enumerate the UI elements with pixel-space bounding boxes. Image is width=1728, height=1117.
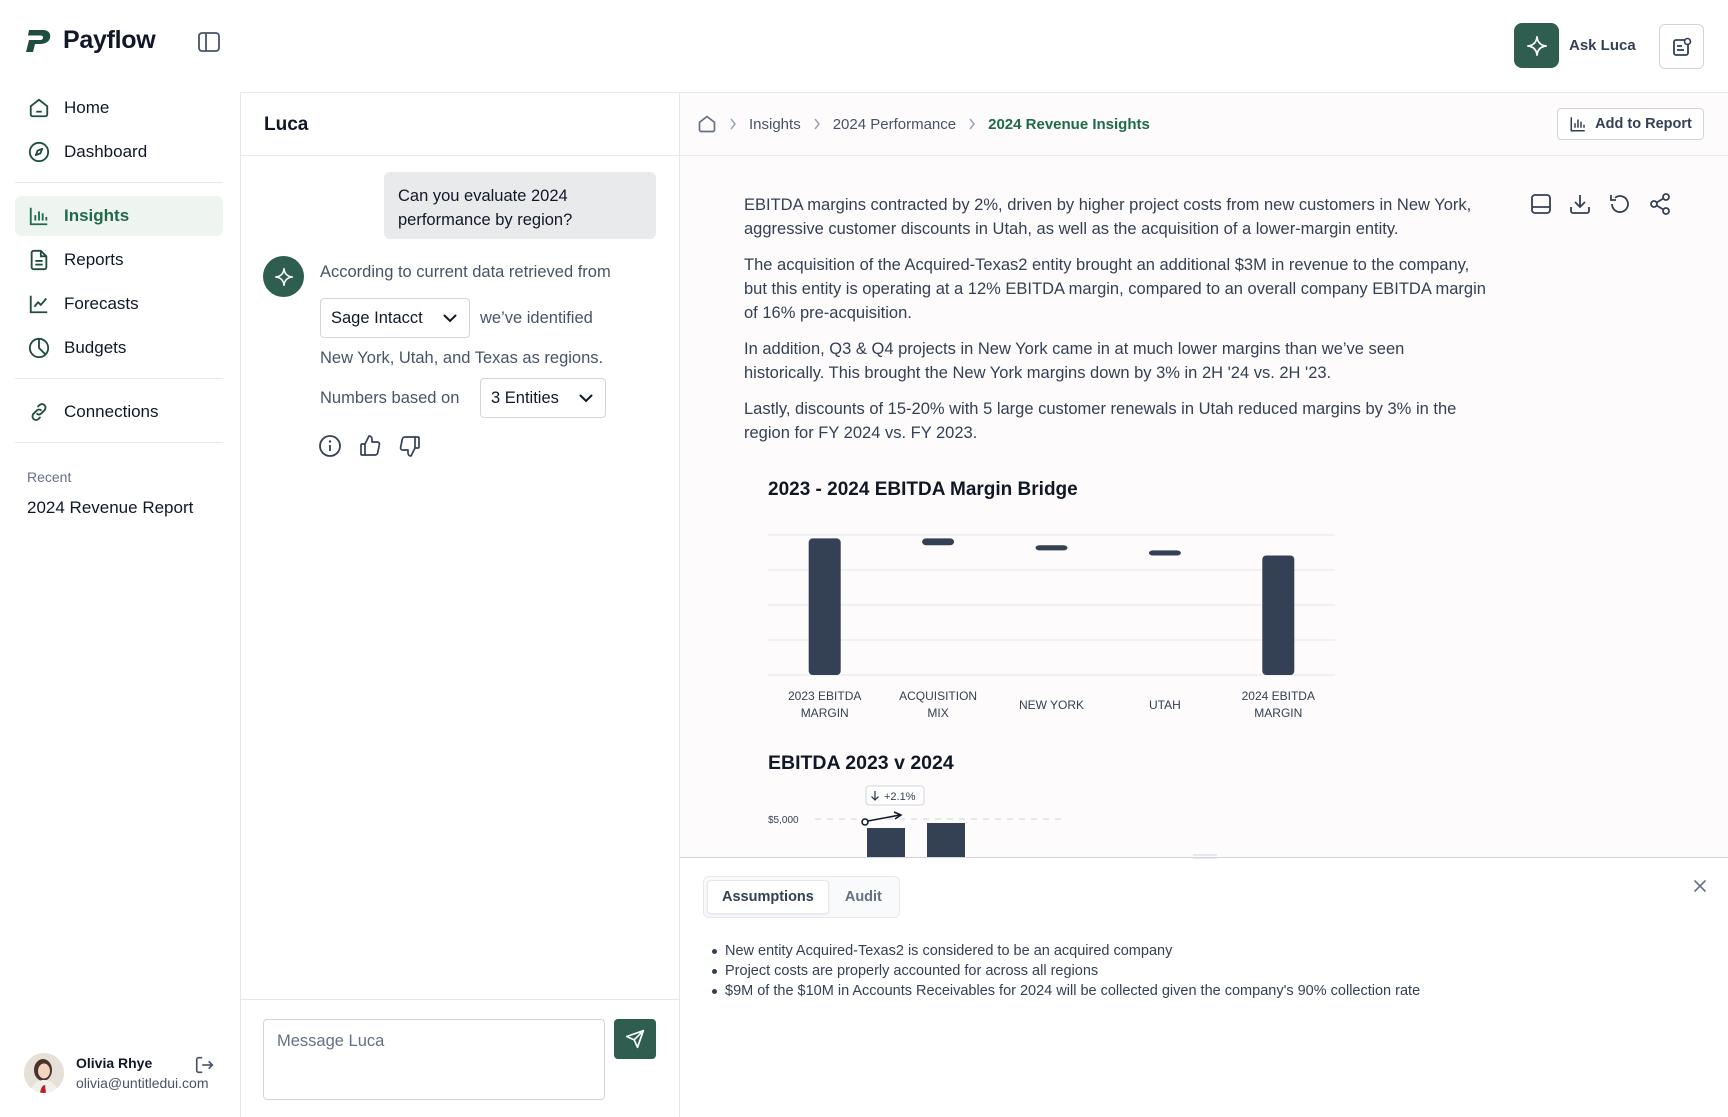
change-start-marker [862,819,868,825]
x-tick-label: MIX [927,706,949,720]
sparkle-icon [1514,23,1559,68]
chat-title: Luca [264,114,309,135]
breadcrumb-divider [680,155,1728,156]
bar-chart-icon [28,205,50,227]
bar-new-york [1036,545,1068,550]
chevron-down-icon [579,394,593,403]
sidebar-divider [15,378,223,379]
sparkle-icon [274,267,294,287]
x-tick-label: NEW YORK [1018,698,1085,712]
add-to-report-button[interactable] [1557,108,1704,140]
change-annotation: +2.1% [884,791,916,803]
list-item: $9M of the $10M in Accounts Receivables for 2024 will be collected given the company's 90% collection rate [712,981,1432,1001]
add-to-report-label: Add to Report [1595,116,1692,132]
avatar[interactable] [24,1053,64,1093]
x-tick-label: 2023 EBITDA [788,689,862,703]
ask-luca-button[interactable] [1514,23,1636,68]
close-icon[interactable] [1690,876,1710,896]
sidebar-item-dashboard[interactable] [15,132,223,172]
source-select[interactable] [320,298,470,338]
chevron-right-icon [813,118,821,130]
app-logo[interactable] [23,26,155,55]
document-icon [28,249,50,271]
sidebar-item-label: Reports [64,250,124,269]
app-name: Payflow [63,26,156,54]
avatar-portrait-icon [24,1053,64,1093]
message-input[interactable] [263,1019,605,1100]
logout-button[interactable] [194,1054,216,1076]
info-icon[interactable] [318,434,342,458]
assumptions-list [712,941,1432,1001]
download-icon[interactable] [1568,192,1592,216]
breadcrumb-insights[interactable]: Insights [749,115,801,133]
notes-button[interactable] [1659,24,1704,69]
send-icon [625,1029,645,1049]
sidebar-divider [15,182,223,183]
bar-chart-icon [1569,115,1587,133]
sidebar-item-insights[interactable] [15,196,223,236]
sidebar-item-home[interactable] [15,88,223,128]
sidebar-item-label: Insights [64,206,130,225]
chevron-down-icon [443,314,457,323]
list-item: Project costs are properly accounted for across all regions [712,961,1432,981]
ebitda-margin-bridge-chart [760,515,1340,725]
trend-line-icon [28,293,50,315]
insight-paragraph: In addition, Q3 & Q4 projects in New York came in at much lower margins than we’ve seen historically. This brought the New York margins down by 3% in 2H '24 vs. 2H '23. [744,340,1405,382]
bar-2024-ebitda-margin [1262,555,1294,675]
chevron-right-icon [729,118,737,130]
user-message-bubble: Can you evaluate 2024 performance by region? [384,172,656,239]
reply-regions-text: New York, Utah, and Texas as regions. [320,349,604,367]
composer-divider [241,999,679,1000]
chevron-right-icon [968,118,976,130]
home-icon [28,97,50,119]
ask-luca-label: Ask Luca [1569,37,1636,54]
entities-select-value: 3 Entities [491,388,559,407]
chat-title-divider [241,155,679,156]
home-icon[interactable] [697,114,717,134]
x-tick-label: ACQUISITION [899,689,978,703]
link-icon [28,401,50,423]
sidebar-toggle-icon [198,32,220,52]
recent-heading: Recent [27,469,72,485]
chart-title: 2023 - 2024 EBITDA Margin Bridge [768,479,1078,500]
breadcrumb-2024-performance[interactable]: 2024 Performance [832,115,957,133]
insight-paragraph: Lastly, discounts of 15-20% with 5 large customer renewals in Utah reduced margins by 3% in the region for FY 2024 vs. FY 2023. [744,400,1457,442]
logout-icon [194,1054,216,1076]
user-name: Olivia Rhye [76,1055,153,1071]
x-tick-label: MARGIN [800,706,849,720]
panel-resize-handle[interactable] [1193,853,1217,861]
luca-avatar [263,256,304,297]
tab-assumptions[interactable]: Assumptions [707,880,829,914]
sidebar-item-connections[interactable] [15,392,223,432]
x-tick-label: 2024 EBITDA [1241,689,1315,703]
sidebar-border [240,92,241,1117]
panel-layout-icon[interactable] [1529,192,1553,216]
bar-2024 [927,823,965,857]
thumbs-down-icon[interactable] [398,434,422,458]
entities-select[interactable] [480,378,606,418]
breadcrumb-current[interactable]: 2024 Revenue Insights [988,115,1150,133]
bar-utah [1149,550,1181,555]
bar-2023-ebitda-margin [809,538,841,675]
chart-title: EBITDA 2023 v 2024 [768,752,954,774]
tab-audit[interactable]: Audit [844,889,882,905]
bar-acquisition-mix [922,538,954,545]
insight-paragraph: The acquisition of the Acquired-Texas2 entity brought an additional $3M in revenue to the company, but this entity is operating at a 12% EBITDA margin, compared to an overall company EBITDA margin of 16% pre-acquisition. [744,256,1486,322]
sidebar-toggle-button[interactable] [198,32,224,56]
y-tick-label: $5,000 [768,815,799,826]
sidebar-item-reports[interactable] [15,240,223,280]
recent-item[interactable]: 2024 Revenue Report [27,498,194,517]
sidebar-divider [15,442,223,443]
thumbs-up-icon[interactable] [358,434,382,458]
notepad-icon [1672,37,1692,57]
send-button[interactable] [614,1019,656,1059]
ebitda-comparison-chart [760,782,1080,857]
refresh-icon[interactable] [1608,192,1632,216]
sidebar-item-label: Connections [64,402,159,421]
panel-tabs [703,876,900,918]
numbers-based-on-label: Numbers based on [320,389,460,407]
insight-paragraph: EBITDA margins contracted by 2%, driven by higher project costs from new customers in New York, aggressive customer discounts in Utah, as well as the acquisition of a lower-margin entity. [744,196,1472,238]
sidebar-item-label: Dashboard [64,142,148,161]
reply-intro-text: According to current data retrieved from [320,263,611,281]
source-select-value: Sage Intacct [331,308,423,327]
compass-icon [28,141,50,163]
payflow-logo-icon [23,28,53,54]
share-icon[interactable] [1648,192,1672,216]
sidebar-item-budgets[interactable] [15,328,223,368]
x-tick-label: MARGIN [1254,706,1303,720]
list-item: New entity Acquired-Texas2 is considered to be an acquired company [712,941,1432,961]
bar-2023 [867,828,905,857]
user-email: olivia@untitledui.com [76,1075,209,1091]
pie-chart-icon [28,337,50,359]
breadcrumb [697,114,1150,134]
sidebar-item-forecasts[interactable] [15,284,223,324]
sidebar-item-label: Budgets [64,338,127,357]
x-tick-label: UTAH [1149,698,1181,712]
reply-mid-text: we’ve identified [480,309,593,327]
sidebar-item-label: Home [64,98,110,117]
sidebar-item-label: Forecasts [64,294,139,313]
